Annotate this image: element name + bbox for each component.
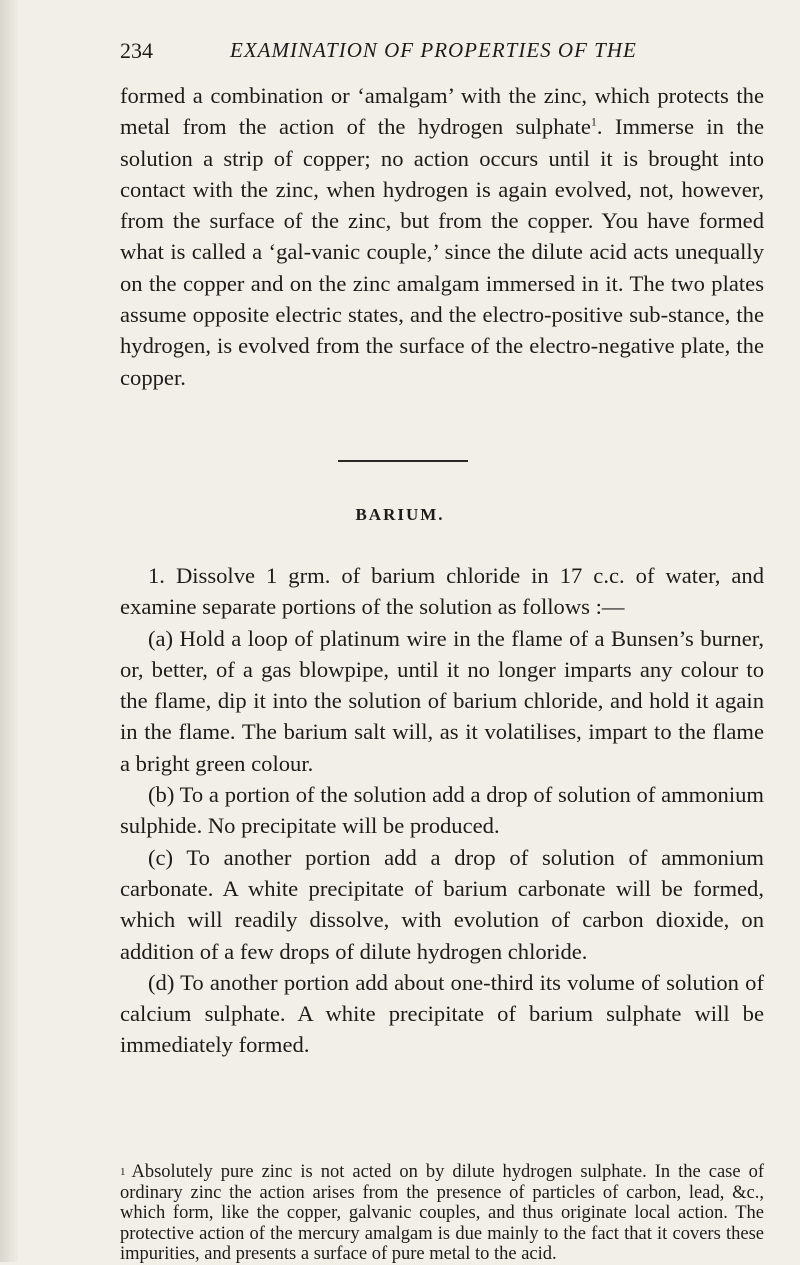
footnote-reference: 1 <box>590 114 597 129</box>
footnote-marker: 1 <box>120 1166 126 1178</box>
sub-step-c: (c) To another portion add a drop of solution of ammonium carbonate. A white precipitate of barium carbonate will be formed, which will readily dissolve, with evolution of carbon dioxide, on addition of a few drops of dilute hydrogen chloride. <box>120 844 764 964</box>
sub-step-a: (a) Hold a loop of platinum wire in the flame of a Bunsen’s burner, or, better, of a gas blowpipe, until it no longer imparts any colour to the flame, dip it into the solution of barium chloride, and hold it again in the flame. The barium salt will, as it volatilises, impart to the flame a bright green colour. <box>120 625 764 776</box>
running-title: EXAMINATION OF PROPERTIES OF THE <box>230 38 637 62</box>
page-binding-edge <box>0 0 18 1262</box>
numbered-step: 1. Dissolve 1 grm. of barium chloride in 17 c.c. of water, and examine separate portions of the solution as follows :— <box>120 563 764 620</box>
page-number: 234 <box>120 38 153 63</box>
paragraph-text: . Immerse in the solution a strip of copper; no action occurs until it is brought into contact with the zinc, when hydrogen is again evolved, not, however, from the surface of the zinc, but from the copper. You have formed what is called a ‘gal-vanic couple,’ since the dilute acid acts unequally on the copper and on the zinc amalgam immersed in it. The two plates assume opposite electric states, and the electro-positive sub-stance, the hydrogen, is evolved from the surface of the electro-negative plate, the copper. <box>120 114 764 390</box>
continued-paragraph <box>120 80 764 393</box>
paragraph <box>120 80 764 393</box>
paragraph-text: formed a combination or ‘amalgam’ with the zinc, which protects the metal from the action of the hydrogen sulphate <box>120 83 764 140</box>
footnotes <box>120 1162 764 1265</box>
section-divider <box>338 460 468 462</box>
page-header <box>120 38 760 72</box>
footnote <box>120 1162 764 1265</box>
sub-step-b: (b) To a portion of the solution add a drop of solution of ammonium sulphide. No precipitate will be produced. <box>120 782 764 839</box>
section-title: BARIUM. <box>355 505 445 524</box>
section-body <box>120 560 764 1061</box>
sub-step-d: (d) To another portion add about one-third its volume of solution of calcium sulphate. A white precipitate of barium sulphate will be immediately formed. <box>120 969 764 1058</box>
footnote-text: Absolutely pure zinc is not acted on by dilute hydrogen sulphate. In the case of ordinary zinc the action arises from the presence of particles of carbon, lead, &c., which form, like the copper, galvanic couples, and thus originate local action. The protective action of the mercury amalgam is due mainly to the fact that it covers these impurities, and presents a surface of pure metal to the acid. <box>120 1162 764 1264</box>
